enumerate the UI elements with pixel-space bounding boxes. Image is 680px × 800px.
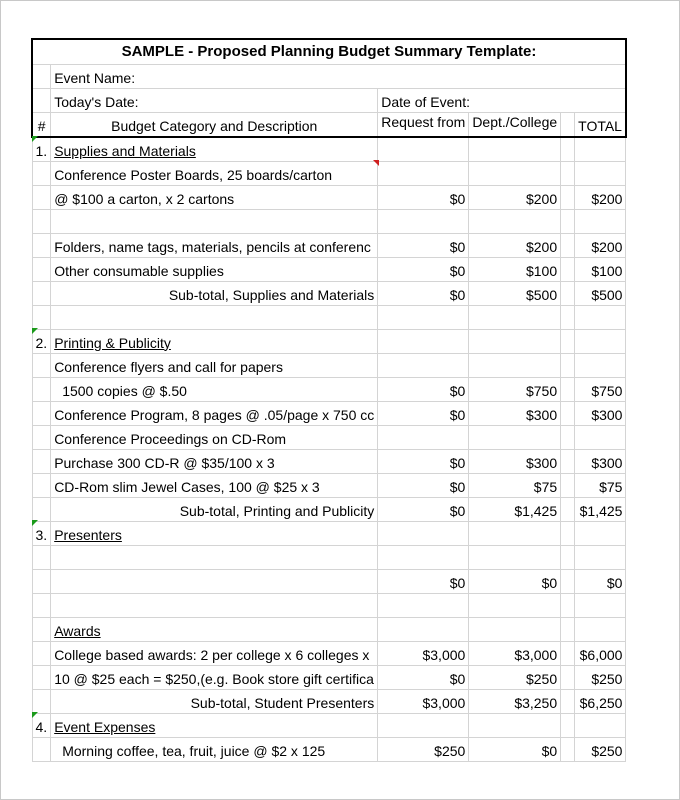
total-cell[interactable] bbox=[575, 353, 626, 377]
error-indicator-icon[interactable] bbox=[32, 520, 38, 526]
table-row bbox=[32, 137, 626, 162]
dept-cell[interactable]: $1,425 bbox=[469, 497, 561, 521]
description-cell[interactable] bbox=[51, 569, 378, 593]
spacer-cell[interactable] bbox=[561, 161, 575, 185]
todays-date-label[interactable]: Today's Date: bbox=[51, 88, 378, 112]
dept-cell[interactable] bbox=[469, 137, 561, 162]
spacer-cell[interactable] bbox=[561, 401, 575, 425]
request-cell[interactable] bbox=[378, 137, 469, 162]
request-cell[interactable] bbox=[378, 713, 469, 737]
row-number-cell[interactable] bbox=[32, 569, 51, 593]
row-number-cell[interactable] bbox=[32, 473, 51, 497]
dept-cell[interactable]: $0 bbox=[469, 569, 561, 593]
description-cell[interactable]: Sub-total, Supplies and Materials bbox=[51, 281, 378, 305]
table-row bbox=[32, 641, 626, 665]
total-cell[interactable]: $250 bbox=[575, 665, 626, 689]
row-number-cell[interactable]: 4. bbox=[32, 713, 51, 737]
error-indicator-icon[interactable] bbox=[32, 712, 38, 718]
date-of-event-label[interactable]: Date of Event: bbox=[378, 88, 626, 112]
dept-cell[interactable] bbox=[469, 209, 561, 233]
description-cell[interactable]: Event Expenses bbox=[51, 713, 378, 737]
error-indicator-icon[interactable] bbox=[32, 136, 38, 142]
description-cell[interactable]: Morning coffee, tea, fruit, juice @ $2 x 125 bbox=[51, 737, 378, 761]
description-cell[interactable] bbox=[51, 545, 378, 569]
request-cell[interactable] bbox=[378, 161, 469, 185]
total-cell[interactable]: $100 bbox=[575, 257, 626, 281]
description-cell[interactable]: CD-Rom slim Jewel Cases, 100 @ $25 x 3 bbox=[51, 473, 378, 497]
dept-cell[interactable] bbox=[469, 425, 561, 449]
total-cell[interactable] bbox=[575, 305, 626, 329]
description-cell[interactable]: Conference Proceedings on CD-Rom bbox=[51, 425, 378, 449]
table-row bbox=[32, 665, 626, 689]
table-row bbox=[32, 569, 626, 593]
description-cell[interactable]: 10 @ $25 each = $250,(e.g. Book store gift certifica bbox=[51, 665, 378, 689]
table-row bbox=[32, 545, 626, 569]
row-number-cell[interactable] bbox=[32, 737, 51, 761]
row-number-cell[interactable] bbox=[32, 497, 51, 521]
budget-sheet bbox=[31, 38, 627, 762]
dept-cell[interactable] bbox=[469, 713, 561, 737]
table-row bbox=[32, 425, 626, 449]
table-row bbox=[32, 449, 626, 473]
description-cell[interactable] bbox=[51, 305, 378, 329]
dept-cell[interactable] bbox=[469, 329, 561, 353]
dept-cell[interactable] bbox=[469, 353, 561, 377]
dept-cell[interactable]: $500 bbox=[469, 281, 561, 305]
total-cell[interactable]: $6,000 bbox=[575, 641, 626, 665]
spacer-cell[interactable] bbox=[561, 449, 575, 473]
table-row bbox=[32, 689, 626, 713]
table-row bbox=[32, 305, 626, 329]
row-number-cell[interactable] bbox=[32, 281, 51, 305]
table-row bbox=[32, 473, 626, 497]
dept-cell[interactable] bbox=[469, 521, 561, 545]
total-cell[interactable]: $0 bbox=[575, 569, 626, 593]
dept-cell[interactable]: $100 bbox=[469, 257, 561, 281]
spacer-cell[interactable] bbox=[561, 617, 575, 641]
table-row bbox=[32, 185, 626, 209]
description-cell[interactable]: @ $100 a carton, x 2 cartons bbox=[51, 185, 378, 209]
description-cell[interactable]: Other consumable supplies bbox=[51, 257, 378, 281]
row-number-cell[interactable]: 3. bbox=[32, 521, 51, 545]
request-cell[interactable]: $0 bbox=[378, 665, 469, 689]
row-number-cell[interactable] bbox=[32, 209, 51, 233]
error-indicator-icon[interactable] bbox=[32, 328, 38, 334]
spacer-cell[interactable] bbox=[561, 497, 575, 521]
request-cell[interactable] bbox=[378, 353, 469, 377]
description-cell[interactable]: Conference Poster Boards, 25 boards/carton bbox=[51, 161, 378, 185]
comment-indicator-icon[interactable] bbox=[373, 160, 379, 166]
description-cell[interactable]: Purchase 300 CD-R @ $35/100 x 3 bbox=[51, 449, 378, 473]
dept-cell[interactable] bbox=[469, 545, 561, 569]
description-cell[interactable]: Supplies and Materials bbox=[51, 137, 378, 162]
total-cell[interactable] bbox=[575, 425, 626, 449]
dept-cell[interactable] bbox=[469, 161, 561, 185]
spacer-cell[interactable] bbox=[561, 281, 575, 305]
row-number-cell[interactable] bbox=[32, 257, 51, 281]
description-cell[interactable]: Sub-total, Printing and Publicity bbox=[51, 497, 378, 521]
dept-cell[interactable]: $300 bbox=[469, 401, 561, 425]
row-number-cell[interactable] bbox=[32, 233, 51, 257]
table-row bbox=[32, 353, 626, 377]
request-cell[interactable] bbox=[378, 329, 469, 353]
request-cell[interactable] bbox=[378, 425, 469, 449]
request-cell[interactable]: $0 bbox=[378, 185, 469, 209]
request-cell[interactable] bbox=[378, 617, 469, 641]
spacer-cell[interactable] bbox=[561, 377, 575, 401]
description-cell[interactable] bbox=[51, 593, 378, 617]
spacer-cell[interactable] bbox=[561, 473, 575, 497]
row-number-cell[interactable] bbox=[32, 377, 51, 401]
request-cell[interactable]: $3,000 bbox=[378, 641, 469, 665]
dept-cell[interactable]: $3,250 bbox=[469, 689, 561, 713]
spacer-cell[interactable] bbox=[561, 713, 575, 737]
row-number-cell[interactable] bbox=[32, 425, 51, 449]
row-number-cell[interactable] bbox=[32, 401, 51, 425]
spacer-cell[interactable] bbox=[561, 257, 575, 281]
table-row bbox=[32, 401, 626, 425]
description-cell[interactable]: 1500 copies @ $.50 bbox=[51, 377, 378, 401]
table-row bbox=[32, 497, 626, 521]
dept-cell[interactable]: $0 bbox=[469, 737, 561, 761]
total-cell[interactable]: $300 bbox=[575, 449, 626, 473]
total-cell[interactable] bbox=[575, 137, 626, 162]
total-cell[interactable] bbox=[575, 545, 626, 569]
request-cell[interactable]: $0 bbox=[378, 473, 469, 497]
row-number-cell[interactable] bbox=[32, 545, 51, 569]
total-cell[interactable] bbox=[575, 209, 626, 233]
request-cell[interactable] bbox=[378, 209, 469, 233]
total-cell[interactable]: $200 bbox=[575, 185, 626, 209]
dept-cell[interactable]: $250 bbox=[469, 665, 561, 689]
col-header-dept[interactable]: Dept./College bbox=[469, 112, 561, 137]
row-number-cell[interactable] bbox=[32, 161, 51, 185]
col-header-total[interactable]: TOTAL bbox=[575, 112, 626, 137]
col-header-hash[interactable]: # bbox=[32, 112, 51, 137]
request-cell[interactable]: $0 bbox=[378, 281, 469, 305]
row-number-cell[interactable] bbox=[32, 305, 51, 329]
row-number-cell[interactable]: 2. bbox=[32, 329, 51, 353]
dept-cell[interactable]: $200 bbox=[469, 185, 561, 209]
request-cell[interactable]: $0 bbox=[378, 569, 469, 593]
description-cell[interactable]: College based awards: 2 per college x 6 colleges x bbox=[51, 641, 378, 665]
description-cell[interactable]: Conference Program, 8 pages @ .05/page x 750 cc bbox=[51, 401, 378, 425]
spacer-cell[interactable] bbox=[561, 329, 575, 353]
dept-cell[interactable]: $200 bbox=[469, 233, 561, 257]
cell[interactable] bbox=[32, 88, 51, 112]
spacer-cell[interactable] bbox=[561, 665, 575, 689]
dept-cell[interactable]: $75 bbox=[469, 473, 561, 497]
total-cell[interactable]: $6,250 bbox=[575, 689, 626, 713]
description-cell[interactable] bbox=[51, 209, 378, 233]
row-number-cell[interactable] bbox=[32, 641, 51, 665]
cell[interactable] bbox=[561, 112, 575, 137]
description-cell[interactable]: Conference flyers and call for papers bbox=[51, 353, 378, 377]
request-cell[interactable]: $250 bbox=[378, 737, 469, 761]
request-cell[interactable]: $0 bbox=[378, 449, 469, 473]
table-row bbox=[32, 593, 626, 617]
spacer-cell[interactable] bbox=[561, 569, 575, 593]
table-row bbox=[32, 617, 626, 641]
table-row bbox=[32, 377, 626, 401]
dept-cell[interactable]: $3,000 bbox=[469, 641, 561, 665]
spacer-cell[interactable] bbox=[561, 545, 575, 569]
total-cell[interactable]: $500 bbox=[575, 281, 626, 305]
request-cell[interactable]: $3,000 bbox=[378, 689, 469, 713]
description-cell[interactable]: Folders, name tags, materials, pencils at conferenc bbox=[51, 233, 378, 257]
description-cell[interactable]: Presenters bbox=[51, 521, 378, 545]
total-cell[interactable]: $250 bbox=[575, 737, 626, 761]
request-cell[interactable] bbox=[378, 305, 469, 329]
table-row bbox=[32, 233, 626, 257]
total-cell[interactable]: $1,425 bbox=[575, 497, 626, 521]
event-name-label[interactable]: Event Name: bbox=[51, 64, 626, 88]
col-header-category[interactable]: Budget Category and Description bbox=[51, 112, 378, 137]
row-number-cell[interactable] bbox=[32, 449, 51, 473]
total-cell[interactable] bbox=[575, 713, 626, 737]
total-cell[interactable] bbox=[575, 329, 626, 353]
table-row bbox=[32, 281, 626, 305]
spacer-cell[interactable] bbox=[561, 305, 575, 329]
description-cell[interactable]: Sub-total, Student Presenters bbox=[51, 689, 378, 713]
spacer-cell[interactable] bbox=[561, 689, 575, 713]
total-cell[interactable] bbox=[575, 161, 626, 185]
spacer-cell[interactable] bbox=[561, 641, 575, 665]
request-cell[interactable] bbox=[378, 545, 469, 569]
spacer-cell[interactable] bbox=[561, 425, 575, 449]
cell[interactable] bbox=[32, 64, 51, 88]
spacer-cell[interactable] bbox=[561, 137, 575, 162]
row-number-cell[interactable] bbox=[32, 665, 51, 689]
request-cell[interactable]: $0 bbox=[378, 401, 469, 425]
dept-cell[interactable]: $750 bbox=[469, 377, 561, 401]
spacer-cell[interactable] bbox=[561, 737, 575, 761]
spacer-cell[interactable] bbox=[561, 209, 575, 233]
row-number-cell[interactable] bbox=[32, 617, 51, 641]
row-number-cell[interactable]: 1. bbox=[32, 137, 51, 162]
total-cell[interactable]: $200 bbox=[575, 233, 626, 257]
table-row bbox=[32, 521, 626, 545]
total-cell[interactable]: $750 bbox=[575, 377, 626, 401]
spacer-cell[interactable] bbox=[561, 185, 575, 209]
description-cell[interactable]: Awards bbox=[51, 617, 378, 641]
table-row bbox=[32, 209, 626, 233]
table-row bbox=[32, 257, 626, 281]
request-cell[interactable]: $0 bbox=[378, 233, 469, 257]
request-cell[interactable]: $0 bbox=[378, 257, 469, 281]
request-cell[interactable]: $0 bbox=[378, 377, 469, 401]
table-row bbox=[32, 737, 626, 761]
row-number-cell[interactable] bbox=[32, 593, 51, 617]
request-cell[interactable] bbox=[378, 521, 469, 545]
description-cell[interactable]: Printing & Publicity bbox=[51, 329, 378, 353]
spacer-cell[interactable] bbox=[561, 521, 575, 545]
spacer-cell[interactable] bbox=[561, 233, 575, 257]
request-cell[interactable]: $0 bbox=[378, 497, 469, 521]
row-number-cell[interactable] bbox=[32, 689, 51, 713]
total-cell[interactable] bbox=[575, 617, 626, 641]
row-number-cell[interactable] bbox=[32, 185, 51, 209]
total-cell[interactable]: $300 bbox=[575, 401, 626, 425]
total-cell[interactable]: $75 bbox=[575, 473, 626, 497]
request-cell[interactable] bbox=[378, 593, 469, 617]
sheet-title[interactable]: SAMPLE - Proposed Planning Budget Summary Template: bbox=[32, 39, 626, 64]
table-row bbox=[32, 161, 626, 185]
dept-cell[interactable] bbox=[469, 617, 561, 641]
table-row bbox=[32, 329, 626, 353]
col-header-request[interactable]: Request from bbox=[378, 112, 469, 137]
dept-cell[interactable] bbox=[469, 305, 561, 329]
dept-cell[interactable]: $300 bbox=[469, 449, 561, 473]
table-row bbox=[32, 713, 626, 737]
spacer-cell[interactable] bbox=[561, 593, 575, 617]
total-cell[interactable] bbox=[575, 521, 626, 545]
dept-cell[interactable] bbox=[469, 593, 561, 617]
row-number-cell[interactable] bbox=[32, 353, 51, 377]
spacer-cell[interactable] bbox=[561, 353, 575, 377]
total-cell[interactable] bbox=[575, 593, 626, 617]
